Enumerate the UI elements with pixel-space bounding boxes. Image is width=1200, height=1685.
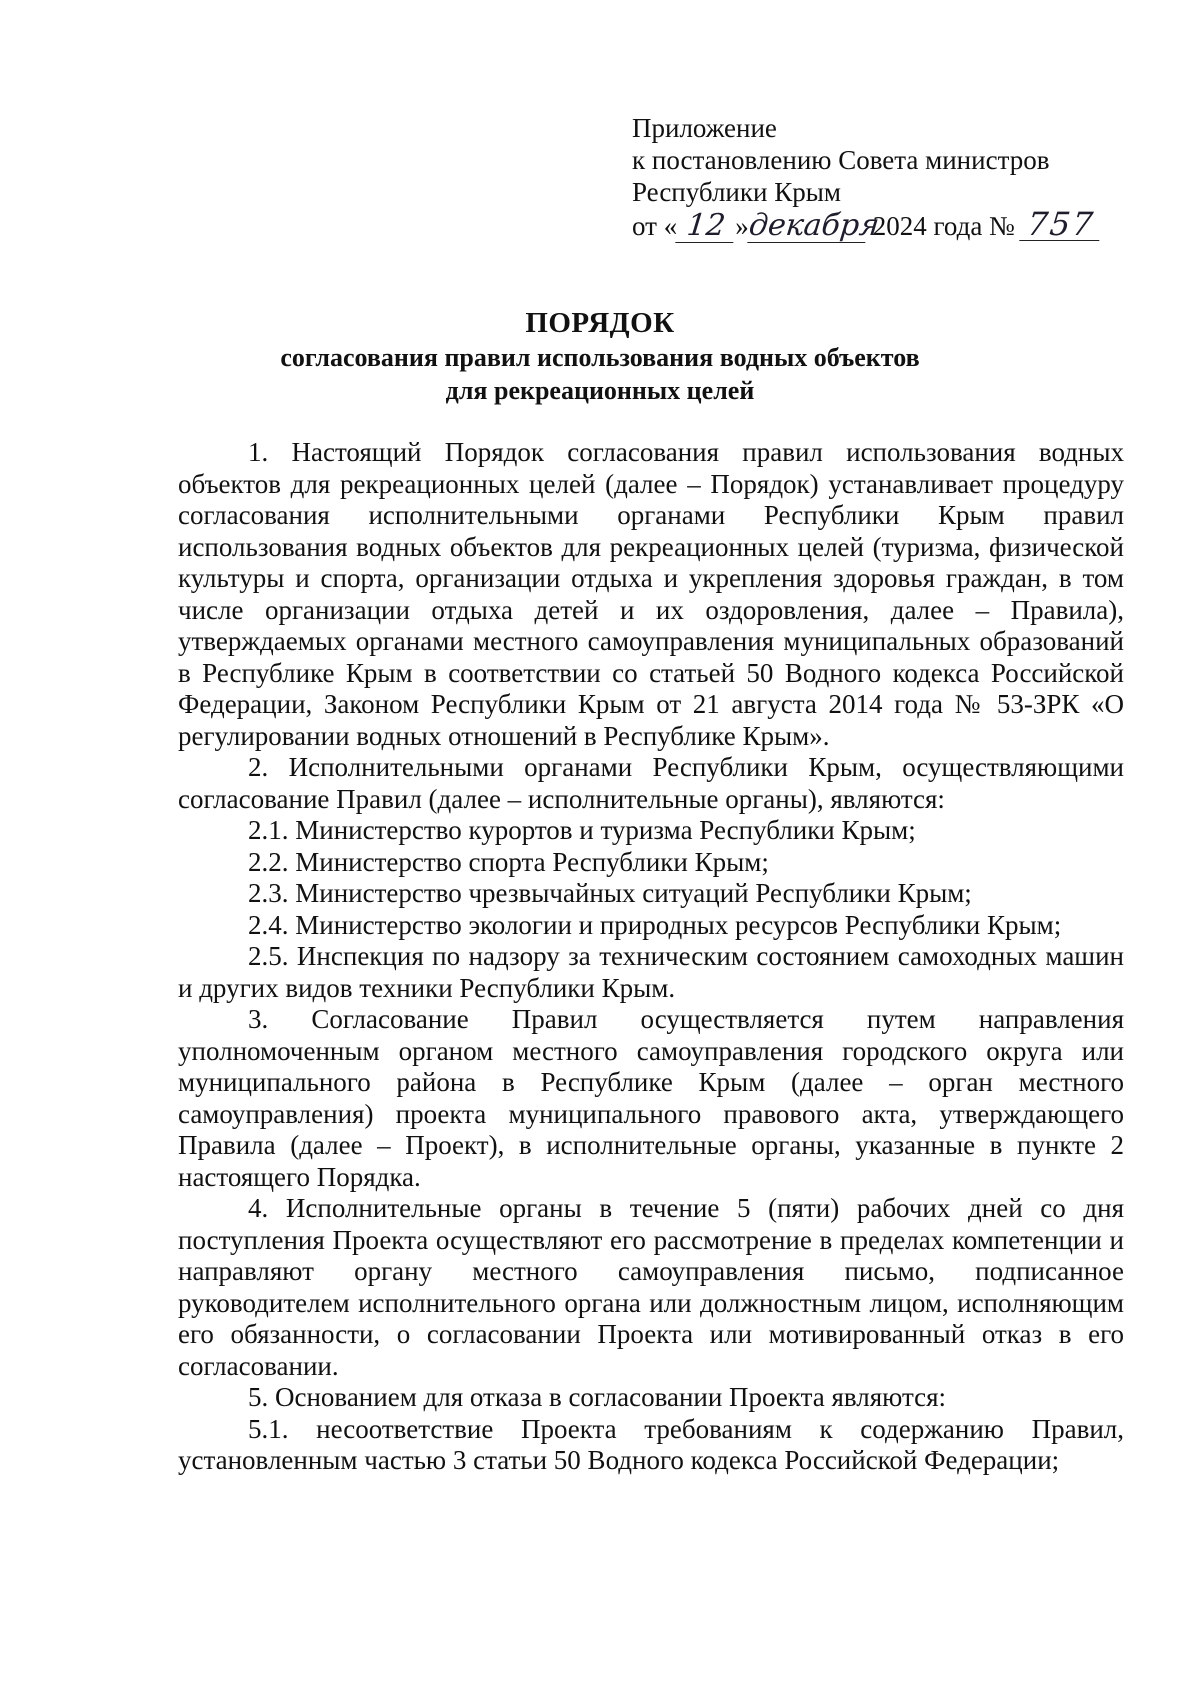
paragraph-2: 2. Исполнительными органами Республики Крым, осуществляющими согласование Правил (далее – исполнительные органы), являются: — [178, 752, 1124, 814]
appendix-label: Приложение — [632, 113, 777, 143]
date-year: 2024 года № — [872, 211, 1015, 241]
handwritten-day: 12 — [675, 210, 736, 243]
item-2-5: 2.5. Инспекция по надзору за техническим состоянием самоходных машин и других видов техники Республики Крым. — [178, 941, 1124, 1003]
document-subtitle-line2: для рекреационных целей — [445, 376, 755, 405]
item-2-1: 2.1. Министерство курортов и туризма Республики Крым; — [248, 815, 916, 845]
appendix-date-line — [632, 205, 1152, 243]
document-subtitle-line1: согласования правил использования водных объектов — [280, 343, 920, 372]
appendix-republic: Республики Крым — [632, 177, 841, 207]
handwritten-month: декабря — [746, 208, 881, 243]
document-title: ПОРЯДОК — [525, 307, 675, 339]
appendix-resolution-ref: к постановлению Совета министров — [632, 145, 1050, 175]
item-2-4: 2.4. Министерство экологии и природных ресурсов Республики Крым; — [248, 909, 1062, 940]
paragraph-3: 3. Согласование Правил осуществляется путем направления уполномоченным органом местного самоуправления городского округа или муниципального района в Республике Крым (далее – орган местного самоуправления) проекта муниципального правового акта, утверждающего Правила (далее – Проект), в исполнительные органы, указанные в пункте 2 настоящего Порядка. — [178, 1004, 1124, 1192]
appendix-header — [632, 112, 1152, 243]
item-5-1: 5.1. несоответствие Проекта требованиям к содержанию Правил, установленным частью 3 статьи 50 Водного кодекса Российской Федерации; — [178, 1413, 1124, 1475]
date-quote-close: » — [735, 211, 749, 241]
item-2-3: 2.3. Министерство чрезвычайных ситуаций Республики Крым; — [248, 878, 972, 908]
document-body — [178, 437, 1124, 1477]
handwritten-doc-number: 757 — [1019, 208, 1102, 241]
paragraph-5: 5. Основанием для отказа в согласовании Проекта являются: — [248, 1382, 947, 1412]
paragraph-1: 1. Настоящий Порядок согласования правил использования водных объектов для рекреационных целей (далее – Порядок) устанавливает процедуру согласования исполнительными органами Республики Крым правил использования водных объектов для рекреационных целей (туризма, физической культуры и спорта, организации отдыха и укрепления здоровья граждан, в том числе организации отдыха детей и их оздоровления, далее – Правила), утверждаемых органами местного самоуправления муниципальных образований в Республике Крым в соответствии со статьей 50 Водного кодекса Российской Федерации, Законом Республики Крым от 21 августа 2014 года № 53-ЗРК «О регулировании водных отношений в Республике Крым». — [178, 437, 1124, 751]
document-title-block — [0, 305, 1200, 407]
date-prefix: от « — [632, 211, 678, 241]
paragraph-4: 4. Исполнительные органы в течение 5 (пяти) рабочих дней со дня поступления Проекта осуществляют его рассмотрение в пределах компетенции и направляют органу местного самоуправления письмо, подписанное руководителем исполнительного органа или должностным лицом, исполняющим его обязанности, о согласовании Проекта или мотивированный отказ в его согласовании. — [178, 1193, 1124, 1381]
item-2-2: 2.2. Министерство спорта Республики Крым; — [248, 846, 769, 877]
